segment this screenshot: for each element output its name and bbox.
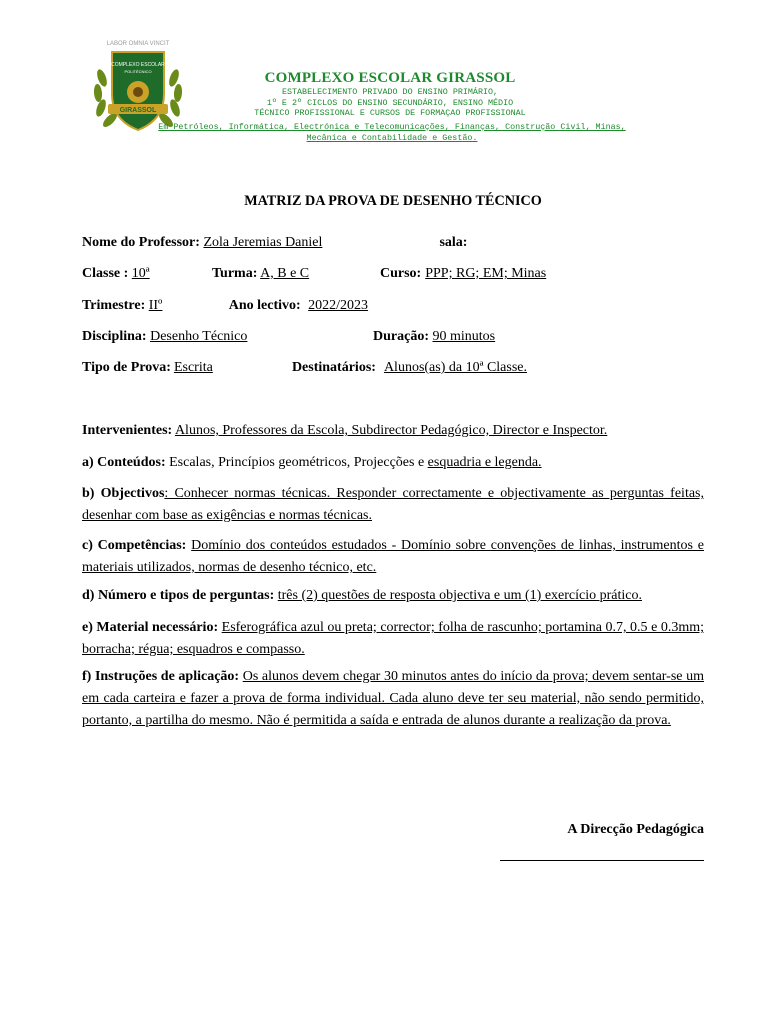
intervenientes-section: [82, 420, 704, 442]
tipo-value: Escrita: [173, 360, 213, 375]
classe-row: [82, 266, 150, 282]
tipo-label: Tipo de Prova:: [82, 360, 171, 375]
disciplina-field: [82, 329, 247, 345]
sala-label: sala:: [439, 235, 468, 250]
instrucoes-label: f) Instruções de aplicação:: [82, 669, 240, 684]
duracao-label: Duração:: [373, 329, 429, 344]
conteudos-section: [82, 452, 704, 474]
perguntas-label: d) Número e tipos de perguntas:: [82, 588, 275, 603]
curso-field: [380, 266, 546, 282]
disciplina-value: Desenho Técnico: [150, 329, 248, 344]
disciplina-label: Disciplina:: [82, 329, 147, 344]
duracao-field: [373, 329, 495, 345]
document-title: MATRIZ DA PROVA DE DESENHO TÉCNICO: [244, 193, 542, 209]
conteudos-label: a) Conteúdos:: [82, 455, 166, 470]
intervenientes-label: Intervenientes:: [82, 423, 173, 438]
ano-value: 2022/2023: [308, 298, 369, 313]
competencias-section: [82, 535, 704, 579]
competencias-label: c) Competências:: [82, 538, 187, 553]
objectivos-value: : Conhecer normas técnicas. Responder correctamente e objectivamente as perguntas feitas, desenhar com base as exigências e normas técnicas.: [82, 486, 704, 523]
objectivos-label: b) Objectivos: [82, 486, 165, 501]
instrucoes-value: Os alunos devem chegar 30 minutos antes do início da prova; devem sentar-se um em cada carteira e fazer a prova de forma individual. Cada aluno deve ter seu material, não sendo permitido, portanto, a partilha do mesmo. Não é permitida a saída e entrada de alunos durante a realização da prova.: [82, 669, 705, 728]
header-line: TÉCNICO PROFISSIONAL E CURSOS DE FORMAÇAO PROFISSIONAL: [254, 108, 526, 118]
school-name: COMPLEXO ESCOLAR GIRASSOL: [264, 70, 516, 86]
professor-row: [82, 235, 467, 251]
classe-value: 10ª: [131, 266, 150, 281]
perguntas-section: [82, 585, 704, 607]
areas-line: Mecânica e Contabilidade e Gestão.: [306, 132, 478, 143]
destinatarios-label: Destinatários:: [291, 360, 376, 375]
material-value: Esferográfica azul ou preta; corrector; folha de rascunho; portamina 0.7, 0.5 e 0.3mm; borracha; régua; esquadros e compasso.: [82, 620, 704, 657]
ano-label: Ano lectivo:: [228, 298, 301, 313]
competencias-value: Domínio dos conteúdos estudados - Domínio sobre convenções de linhas, instrumentos e materiais utilizados, normas de desenho técnico, etc.: [82, 538, 705, 575]
conteudos-value: Escalas, Princípios geométricos, Projecções e: [169, 455, 425, 470]
curso-label: Curso:: [380, 266, 422, 281]
material-section: [82, 617, 704, 661]
header-line: ESTABELECIMENTO PRIVADO DO ENSINO PRIMÁRIO,: [281, 87, 499, 97]
professor-label: Nome do Professor:: [82, 235, 200, 250]
turma-field: [212, 266, 309, 282]
signature-line: [500, 860, 704, 861]
header-line: 1º E 2º CICLOS DO ENSINO SECUNDÁRIO, ENSINO MÉDIO: [266, 97, 514, 108]
svg-text:POLITÉCNICO: POLITÉCNICO: [124, 69, 152, 74]
perguntas-value: três (2) questões de resposta objectiva e um (1) exercício prático.: [277, 588, 642, 603]
signature-label: A Direcção Pedagógica: [567, 822, 704, 837]
school-description: [100, 87, 680, 119]
objectivos-section: [82, 483, 704, 527]
trimestre-label: Trimestre:: [82, 298, 146, 313]
trimestre-value: IIº: [148, 298, 163, 313]
logo-banner: LABOR OMNIA VINCIT: [106, 41, 170, 47]
turma-label: Turma:: [212, 266, 258, 281]
classe-label: Classe :: [82, 266, 129, 281]
turma-value: A, B e C: [260, 266, 310, 281]
trimestre-row: [82, 298, 368, 314]
tipo-row: [82, 360, 527, 376]
instrucoes-section: [82, 666, 704, 732]
logo-text: COMPLEXO ESCOLAR: [111, 62, 165, 68]
material-label: e) Material necessário:: [82, 620, 219, 635]
intervenientes-value: Alunos, Professores da Escola, Subdirector Pedagógico, Director e Inspector.: [174, 423, 608, 438]
conteudos-value-underlined: esquadria e legenda.: [427, 455, 542, 470]
professor-value: Zola Jeremias Daniel: [203, 235, 323, 250]
logo-ribbon: GIRASSOL: [119, 107, 157, 114]
curso-value: PPP; RG; EM; Minas: [425, 266, 547, 281]
areas-line: Em Petróleos, Informática, Electrónica e Telecomunicações, Finanças, Construção Civil, Minas,: [158, 122, 626, 132]
destinatarios-value: Alunos(as) da 10ª Classe.: [383, 360, 527, 375]
school-areas: [94, 122, 690, 143]
duracao-value: 90 minutos: [432, 329, 496, 344]
